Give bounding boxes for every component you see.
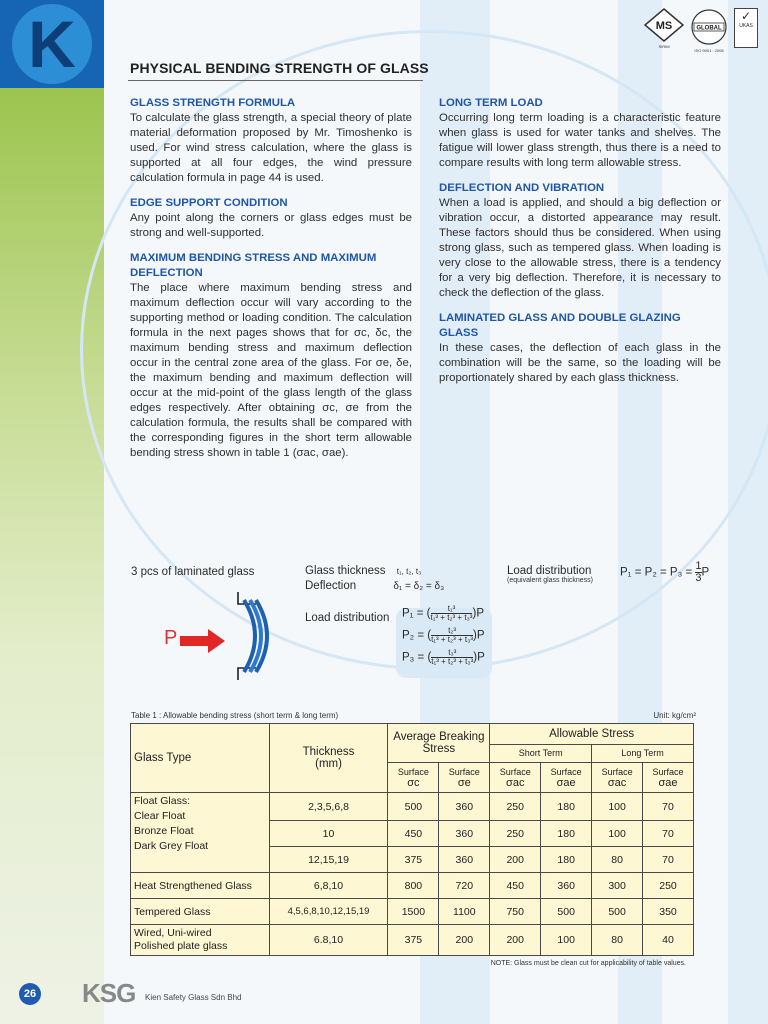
value-cell: 1500 [388, 899, 439, 925]
equiv-expr: P₁ = P₂ = P₃ = [620, 566, 693, 579]
thickness-cell: 6,8,10 [269, 873, 388, 899]
title-underline [128, 80, 423, 81]
section-heading: DEFLECTION AND VIBRATION [439, 182, 605, 194]
subheader-cell [490, 763, 541, 793]
side-green-band [0, 88, 104, 1024]
company-name: Kien Safety Glass Sdn Bhd [145, 993, 242, 1002]
header-thickness-unit: (mm) [315, 758, 342, 770]
section-heading: EDGE SUPPORT CONDITION [130, 197, 288, 209]
formula-num: t₂³ [448, 626, 457, 635]
float-glass-label: Dark Grey Float [134, 840, 209, 852]
subheader-a: Surface [601, 766, 633, 777]
equiv-formula [620, 561, 709, 584]
value-cell: 375 [388, 925, 439, 956]
value-cell: 200 [490, 847, 541, 873]
subheader-a: Surface [397, 766, 429, 777]
subheader-cell [541, 763, 592, 793]
deflection-label: Deflection [305, 580, 357, 592]
equiv-rhs: P [701, 566, 710, 579]
thickness-cell: 2,3,5,6,8 [269, 793, 388, 821]
header-glass-type: Glass Type [131, 724, 270, 793]
glass-type-line: Wired, Uni-wired [134, 927, 212, 939]
section-text: Occurring long term loading is a characteristic feature when glass is used for water tanks and shelves. The fatigue will lower glass strength, thus there is a need to compare results with long term allowable stress. [439, 112, 721, 169]
value-cell: 180 [541, 793, 592, 821]
laminated-glass-diagram [0, 560, 768, 700]
global-logo-text: GLOBAL [696, 25, 722, 32]
load-distribution-label: Load distribution [305, 612, 390, 624]
formula-p3: P₃ = ( $\frac{\text{t₃³}}{\text{t₁³ + t₂³ + t₃³}}$ )P [402, 648, 485, 666]
global-logo [690, 8, 728, 53]
value-cell: 80 [592, 925, 643, 956]
subheader-a: Surface [448, 766, 480, 777]
value-cell: 500 [541, 899, 592, 925]
formula-lhs: P₃ = [402, 651, 425, 664]
laminated-glass-section-icon [226, 590, 282, 682]
value-cell: 70 [643, 847, 694, 873]
certification-logos [644, 8, 758, 53]
value-cell: 360 [541, 873, 592, 899]
value-cell: 250 [643, 873, 694, 899]
value-cell: 200 [490, 925, 541, 956]
equiv-den: 3 [695, 572, 702, 584]
subheader-b: σac [607, 776, 627, 789]
value-cell: 70 [643, 793, 694, 821]
ms-logo-text: MS [655, 20, 673, 32]
thickness-cell: 10 [269, 821, 388, 847]
section-text: Any point along the corners or glass edges must be strong and well-supported. [130, 212, 412, 239]
value-cell: 80 [592, 847, 643, 873]
subheader-cell [643, 763, 694, 793]
header-thickness-label: Thickness [302, 746, 355, 758]
formula-rhs: P [476, 629, 485, 642]
crown-icon: ✓ [740, 9, 752, 23]
subheader-cell [388, 763, 439, 793]
value-cell: 180 [541, 821, 592, 847]
section-text: To calculate the glass strength, a special theory of plate material deformation proposed by Mr. Timoshenko is used. For wind stress calculation, where the glass is supported at all four edges, the wind pressure calculation formula in page 44 is used. [130, 112, 412, 184]
formula-den: t₁³ + t₂³ + t₃³ [431, 635, 474, 644]
section-text: In these cases, the deflection of each glass in the combination will be the same, so the loading will be proportionately shared by each glass thickness. [439, 342, 721, 384]
page-title: PHYSICAL BENDING STRENGTH OF GLASS [130, 60, 429, 76]
thickness-cell: 4,5,6,8,10,12,15,19 [269, 899, 388, 925]
header-short-term: Short Term [490, 745, 592, 763]
page-number: 26 [19, 983, 41, 1005]
float-glass-type-cell [131, 793, 270, 873]
thickness-label: Glass thickness [305, 565, 386, 577]
bg-stripe [728, 0, 768, 1024]
deflection-expr: δ₁ = δ₂ = δ₃ [393, 581, 445, 592]
load-p-label: P [164, 627, 178, 649]
value-cell: 250 [490, 793, 541, 821]
section-heading: LONG TERM LOAD [439, 97, 543, 109]
formula-lhs: P₂ = [402, 629, 425, 642]
ms-logo [644, 8, 684, 49]
value-cell: 360 [439, 793, 490, 821]
formula-p1: P₁ = ( $\frac{\text{t₁³}}{\text{t₁³ + t₂³ + t₃³}}$ )P [402, 604, 484, 622]
subheader-a: Surface [652, 766, 684, 777]
thickness-vars: t₁, t₂, t₃ [396, 567, 422, 576]
value-cell: 375 [388, 847, 439, 873]
value-cell: 720 [439, 873, 490, 899]
subheader-b: σae [658, 776, 678, 789]
formula-rhs: P [477, 651, 485, 664]
global-logo-caption: ISO 9001 : 2008 [694, 48, 724, 53]
table-unit: Unit: kg/cm² [653, 711, 696, 720]
formula-num: t₃³ [448, 648, 457, 657]
section-heading: GLASS STRENGTH FORMULA [130, 97, 296, 109]
table-row [131, 899, 694, 925]
value-cell: 450 [388, 821, 439, 847]
diagram-label: 3 pcs of laminated glass [131, 566, 255, 578]
thickness-row [305, 565, 421, 577]
ukas-logo [734, 8, 758, 48]
right-column [439, 96, 721, 396]
subheader-b: σac [506, 776, 525, 789]
ms-logo-caption: SIRIM [658, 44, 670, 49]
left-column [130, 96, 412, 471]
formula-den: t₁³ + t₂³ + t₃³ [431, 657, 474, 666]
value-cell: 360 [439, 821, 490, 847]
equiv-note: (equivalent glass thickness) [507, 577, 593, 584]
subheader-cell [439, 763, 490, 793]
value-cell: 300 [592, 873, 643, 899]
load-arrow-icon [180, 628, 226, 654]
table-row [131, 925, 694, 956]
section-heading: MAXIMUM BENDING STRESS AND MAXIMUM DEFLECTION [130, 252, 377, 279]
section-heading: LAMINATED GLASS AND DOUBLE GLAZING GLASS [439, 312, 681, 339]
header-allowable: Allowable Stress [490, 724, 694, 745]
value-cell: 500 [388, 793, 439, 821]
value-cell: 1100 [439, 899, 490, 925]
thickness-cell: 6.8,10 [269, 925, 388, 956]
glass-type-line: Polished plate glass [134, 940, 228, 952]
header-thickness [269, 724, 388, 793]
table-caption: Table 1 : Allowable bending stress (short term & long term) [131, 711, 339, 720]
value-cell: 200 [439, 925, 490, 956]
table-header-row [131, 724, 694, 745]
formula-rhs: P [476, 607, 484, 620]
subheader-cell [592, 763, 643, 793]
float-glass-label: Float Glass: [134, 795, 191, 807]
section-text: The place where maximum bending stress and maximum deflection occur will vary according to the supporting method or loading condition. The calculation formula in the next pages shows that for σc, δc, the maximum bending stress and maximum deflection occur in the central zone area of the glass. For σe, δe, the maximum bending and maximum deflection will occur at the mid-point of the glass length of the glass edges respectively. After obtaining σc, σe from the calculation formula, the results shall be compared with the corresponding figures in the short term allowable bending stress shown in table 1 (σac, σae). [130, 282, 412, 459]
header-long-term: Long Term [592, 745, 694, 763]
value-cell: 100 [592, 821, 643, 847]
float-glass-label: Clear Float [134, 810, 186, 822]
value-cell: 450 [490, 873, 541, 899]
formula-den: t₁³ + t₂³ + t₃³ [430, 613, 473, 622]
value-cell: 100 [541, 925, 592, 956]
value-cell: 350 [643, 899, 694, 925]
value-cell: 800 [388, 873, 439, 899]
formula-lhs: P₁ = [402, 607, 424, 620]
formula-num: t₁³ [447, 604, 456, 613]
ksg-logo: KSG [82, 978, 136, 1008]
ukas-logo-text: UKAS [739, 23, 753, 29]
value-cell: 100 [592, 793, 643, 821]
subheader-b: σae [556, 776, 576, 789]
header-avg-breaking: Average Breaking Stress [388, 724, 490, 763]
glass-type-cell: Heat Strengthened Glass [131, 873, 270, 899]
value-cell: 70 [643, 821, 694, 847]
value-cell: 360 [439, 847, 490, 873]
glass-type-cell [131, 925, 270, 956]
value-cell: 180 [541, 847, 592, 873]
float-glass-label: Bronze Float [134, 825, 194, 837]
value-cell: 250 [490, 821, 541, 847]
value-cell: 40 [643, 925, 694, 956]
equiv-num: 1 [695, 560, 702, 572]
subheader-b: σe [457, 776, 471, 789]
corner-blue-band [0, 0, 104, 88]
table-row [131, 793, 694, 821]
formula-p2: P₂ = ( $\frac{\text{t₂³}}{\text{t₁³ + t₂³ + t₃³}}$ )P [402, 626, 485, 644]
k-badge-logo: K [12, 4, 92, 84]
subheader-a: Surface [550, 766, 582, 777]
subheader-a: Surface [499, 766, 531, 777]
thickness-cell: 12,15,19 [269, 847, 388, 873]
section-text: When a load is applied, and should a big deflection or vibration occur, a distorted appearance may result. These factors should thus be considered. When using strong glass, such as tempered glass. When loading is very close to the allowable stress, there is a tendency for a very big deflection. Therefore, it is necessary to check the deflection of the glass. [439, 197, 721, 299]
glass-type-cell: Tempered Glass [131, 899, 270, 925]
deflection-row [305, 580, 444, 592]
allowable-stress-table [130, 723, 694, 956]
table-note: NOTE: Glass must be clean cut for applicability of table values. [490, 960, 686, 967]
value-cell: 500 [592, 899, 643, 925]
value-cell: 750 [490, 899, 541, 925]
table-row [131, 873, 694, 899]
subheader-b: σc [407, 776, 420, 789]
equiv-load-label: Load distribution [507, 565, 592, 577]
